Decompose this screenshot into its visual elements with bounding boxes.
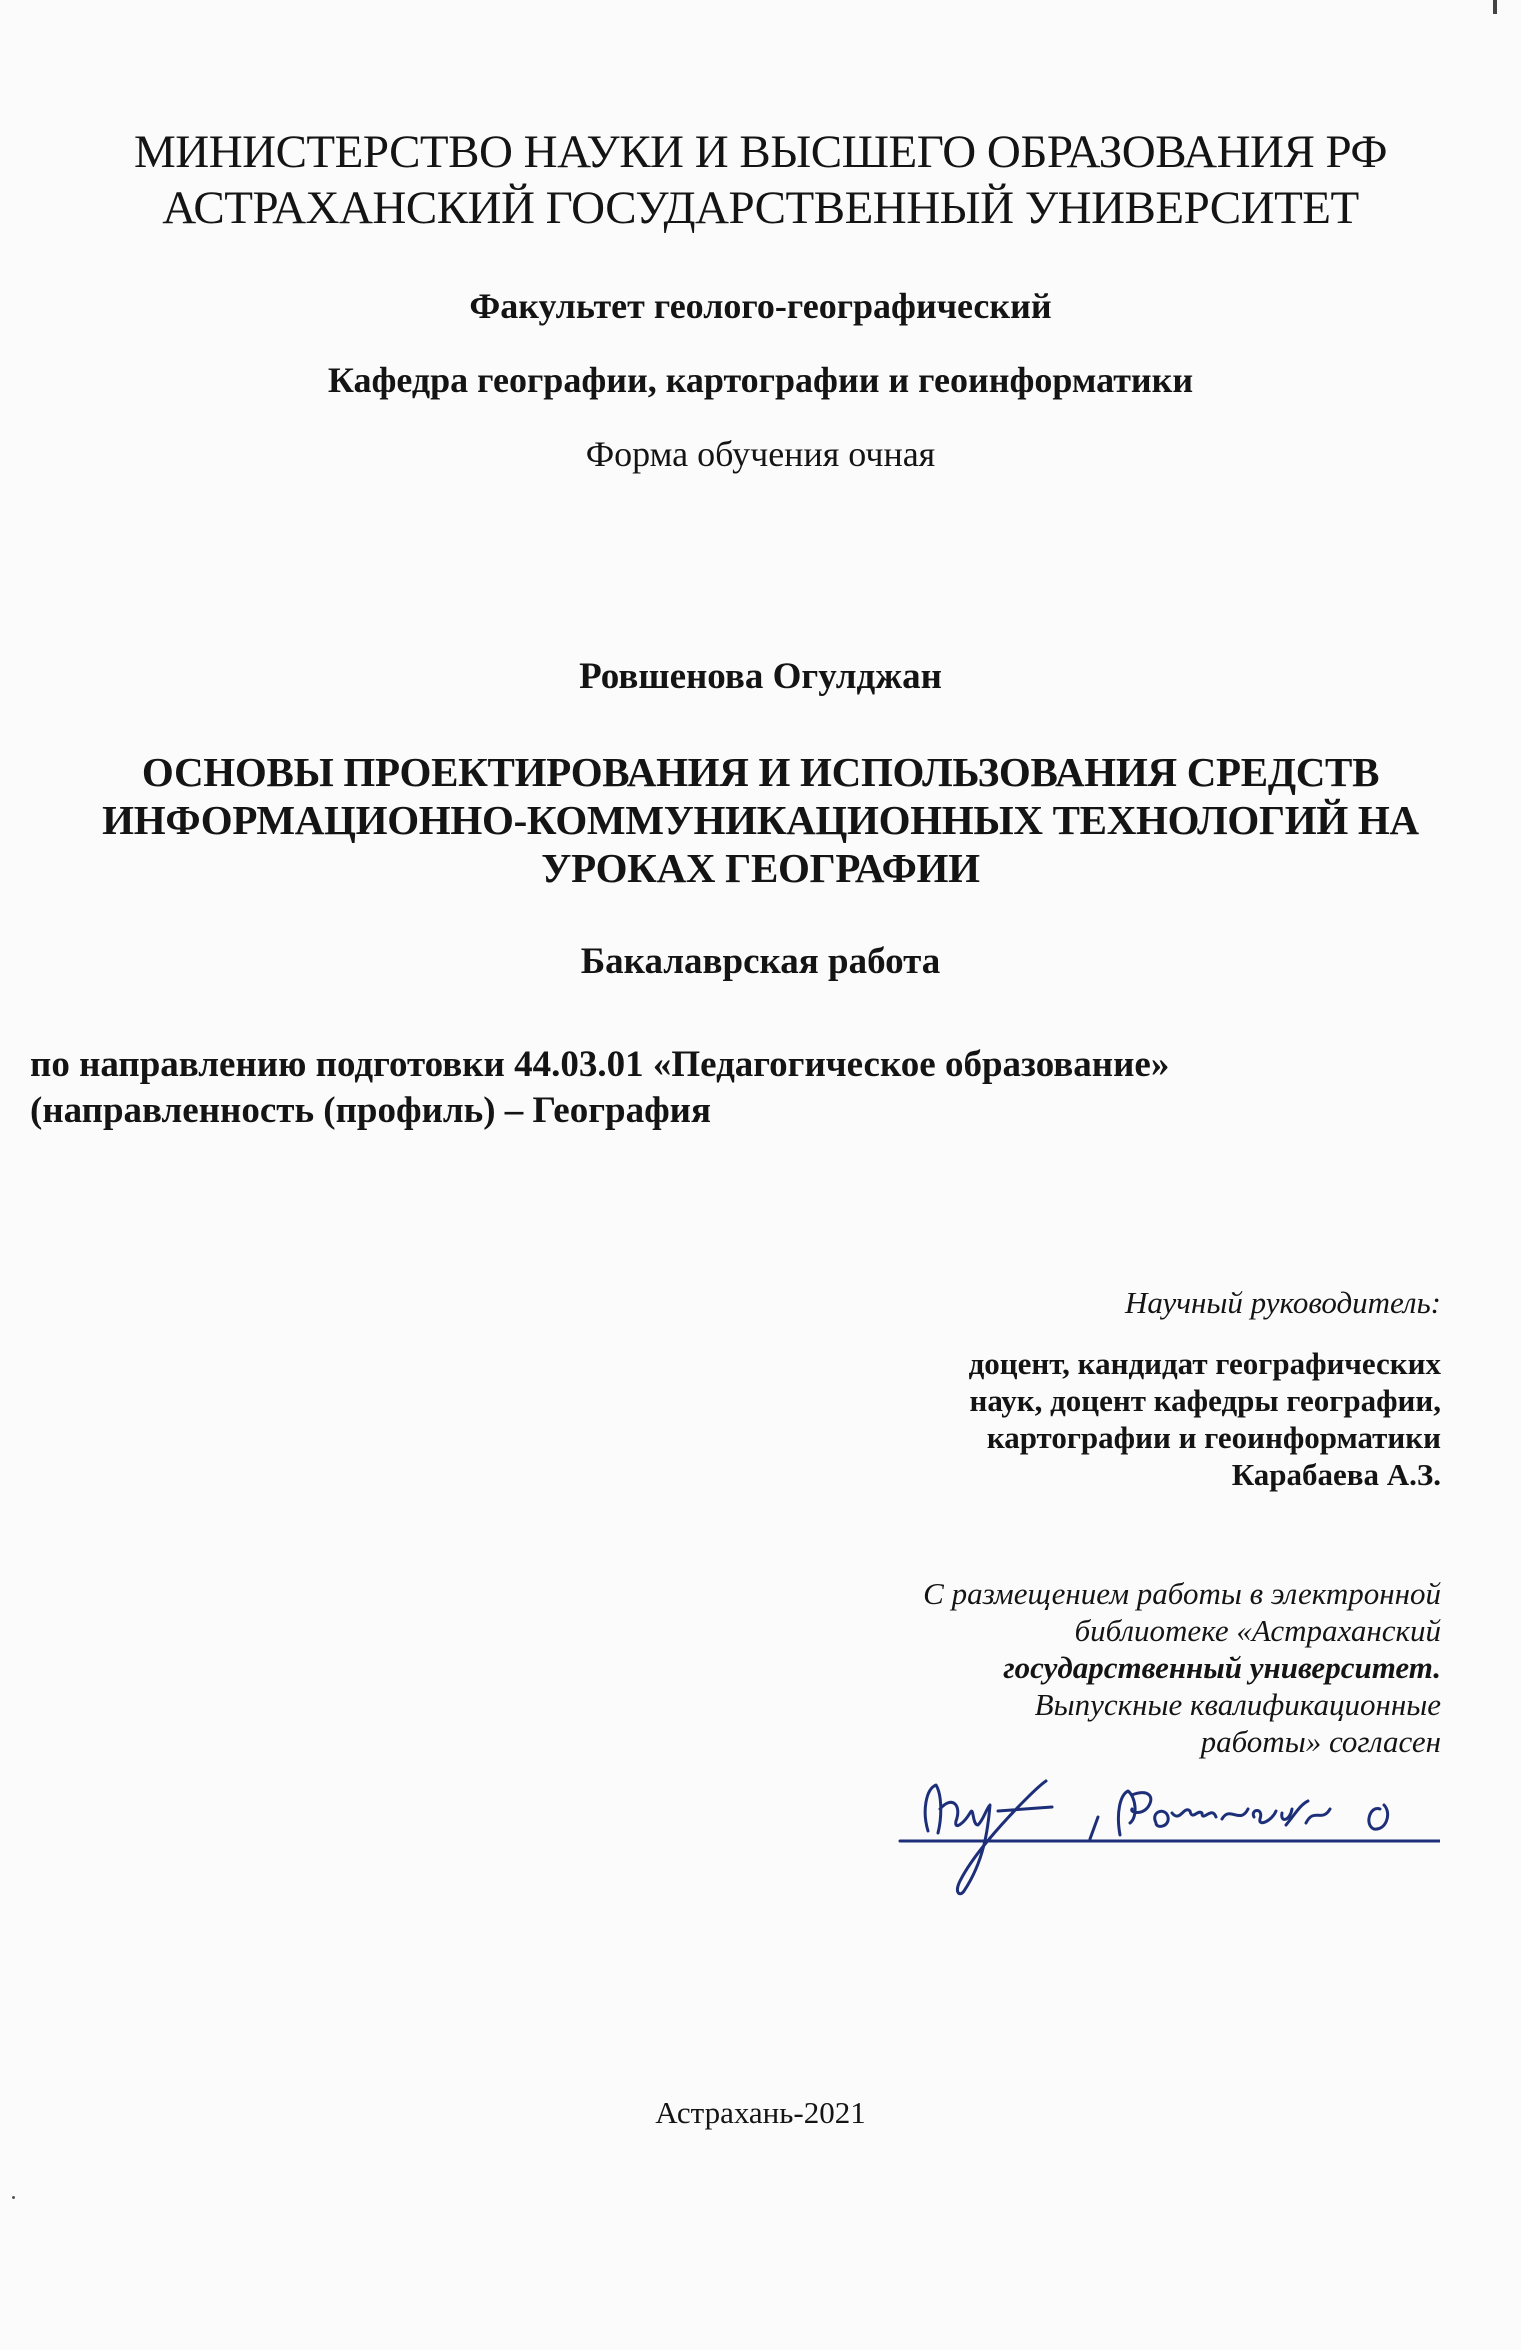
consent-line: библиотеке «Астраханский bbox=[1074, 1613, 1441, 1648]
work-type: Бакалаврская работа bbox=[580, 941, 941, 982]
thesis-title-line: УРОКАХ ГЕОГРАФИИ bbox=[541, 845, 980, 891]
ministry-header bbox=[0, 124, 1521, 236]
department: Кафедра географии, картографии и геоинформатики bbox=[327, 360, 1194, 400]
university-name: АСТРАХАНСКИЙ ГОСУДАРСТВЕННЫЙ УНИВЕРСИТЕТ bbox=[162, 182, 1359, 234]
scan-speck bbox=[12, 2196, 15, 2199]
study-direction bbox=[30, 1042, 1490, 1134]
study-form: Форма обучения очная bbox=[585, 434, 936, 474]
signature-handwriting bbox=[1118, 1791, 1387, 1835]
thesis-title-line: ИНФОРМАЦИОННО-КОММУНИКАЦИОННЫХ ТЕХНОЛОГИЙ НА bbox=[102, 797, 1419, 843]
supervisor-title-line: доцент, кандидат географических bbox=[968, 1346, 1441, 1381]
student-name: Ровшенова Огулджан bbox=[579, 656, 942, 697]
consent-line: государственный университет. bbox=[1003, 1650, 1441, 1685]
supervisor-name: Карабаева А.З. bbox=[1231, 1457, 1441, 1492]
consent-line: работы» согласен bbox=[1200, 1724, 1441, 1759]
supervisor-heading: Научный руководитель: bbox=[1125, 1285, 1441, 1320]
city-year: Астрахань-2021 bbox=[655, 2095, 866, 2130]
library-consent bbox=[923, 1575, 1441, 1760]
direction-line: по направлению подготовки 44.03.01 «Педагогическое образование» bbox=[30, 1044, 1170, 1085]
supervisor-title-line: картографии и геоинформатики bbox=[986, 1420, 1441, 1455]
supervisor-title-line: наук, доцент кафедры географии, bbox=[969, 1383, 1441, 1418]
signature-separator bbox=[1090, 1817, 1098, 1839]
profile-line: (направленность (профиль) – География bbox=[30, 1090, 712, 1131]
ministry-name: МИНИСТЕРСТВО НАУКИ И ВЫСШЕГО ОБРАЗОВАНИЯ РФ bbox=[133, 126, 1388, 178]
signature-scribble bbox=[925, 1781, 1052, 1894]
scan-artifact bbox=[1493, 0, 1497, 14]
thesis-title-line: ОСНОВЫ ПРОЕКТИРОВАНИЯ И ИСПОЛЬЗОВАНИЯ СРЕДСТВ bbox=[141, 749, 1380, 795]
thesis-title bbox=[0, 748, 1521, 892]
handwritten-signature bbox=[880, 1765, 1440, 1905]
supervisor-details bbox=[969, 1345, 1441, 1493]
consent-line: Выпускные квалификационные bbox=[1034, 1687, 1441, 1722]
consent-line: С размещением работы в электронной bbox=[923, 1576, 1441, 1611]
faculty: Факультет геолого-географический bbox=[469, 286, 1052, 326]
